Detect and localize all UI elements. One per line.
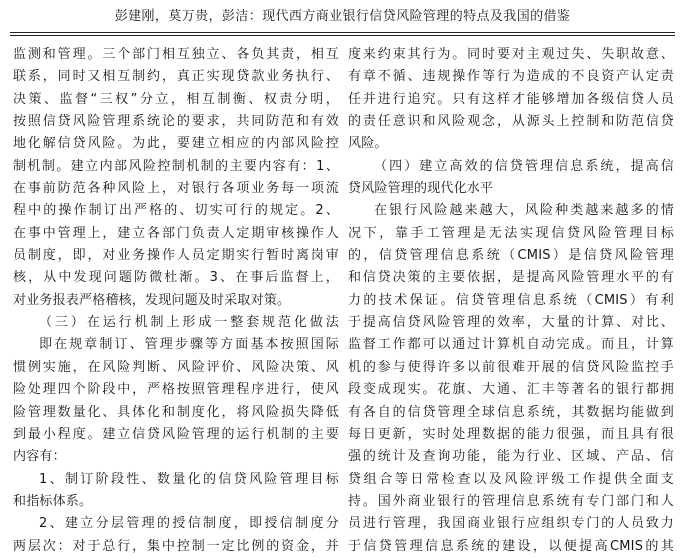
text-line: 内容有： [13,449,66,465]
text-line: 强的统计及查询功能，能为行业、区域、产品、信 [348,449,674,465]
text-line: 制机制。建立内部风险控制机制的主要内容有：1、 [13,158,339,174]
text-line: 监督工作都可以通过计算机自动完成。而且，计算 [348,337,674,353]
text-line: 即在规章制订、管理步骤等方面基本按照国际 [39,337,339,353]
section-heading: （三）在运行机制上形成一整套规范化做法 [39,315,339,331]
text-line: 在事前防范各种风险上，对银行各项业务每一项流 [13,181,339,197]
text-line: 在银行风险越来越大，风险种类越来越多的情 [374,203,674,219]
text-line: 有各自的信贷管理全球信息系统，其数据均能做到 [348,404,674,420]
text-line: 有章不循、违规操作等行为造成的不良资产认定责 [348,69,674,85]
right-text-column [348,44,674,558]
text-line: 力的技术保证。信贷管理信息系统（CMIS）有利 [348,292,674,308]
text-line: 对业务报表严格稽核，发现问题及时采取对策。 [13,292,291,308]
text-line: 和指标体系。 [13,493,93,509]
text-line: 1、制订阶段性、数量化的信贷风险管理目标 [39,471,339,487]
text-line: 贷组合等日常检查以及风险评级工作提供全面支 [348,471,674,487]
text-line: 决策、监督“三权”分立，相互制衡、权责分明， [13,91,339,107]
text-line: 2、建立分层管理的授信制度，即授信制度分 [39,516,339,532]
text-line: 两层次：对于总行，集中控制一定比例的资金，并 [13,538,339,554]
text-line: 持。国外商业银行的管理信息系统有专门部门和人 [348,493,674,509]
text-line: 按照信贷风险管理系统论的要求，共同防范和有效 [13,114,339,130]
text-line: 段变成现实。花旗、大通、汇丰等著名的银行都拥 [348,382,674,398]
text-line: 度来约束其行为。同时要对主观过失、失职故意、 [348,47,674,62]
text-line: 任并进行追究。只有这样才能够增加各级信贷人员 [348,91,674,107]
left-text-column [13,44,339,558]
text-line: 惯例实施，在风险判断、风险评价、风险决策、风 [13,359,339,375]
text-line: 到最小程度。建立信贷风险管理的运行机制的主要 [13,426,339,442]
header-rule-bottom [10,35,675,36]
text-line: 况下，靠手工管理是无法实现信贷风险管理目标 [348,225,674,241]
text-line: 和信贷决策的主要依据，是提高风险管理水平的有 [348,270,674,286]
text-line: 监测和管理。三个部门相互独立、各负其责，相互 [13,47,339,62]
text-line: 每日更新，实时处理数据的能力很强，而且具有很 [348,426,674,442]
text-line: 核，从中发现问题防微杜渐。3、在事后监督上， [13,270,339,286]
text-line: 程中的操作制订出严格的、切实可行的规定。2、 [13,203,339,219]
text-line: 在事中管理上，建立各部门负责人定期审核操作人 [13,225,339,241]
text-line: 地化解信贷风险。为此，要建立相应的内部风险控 [13,136,339,152]
text-line: 员制度，即，对业务操作人员定期实行暂时离岗审 [13,248,339,264]
header-rule-top [10,32,675,33]
text-line: 的责任意识和风险观念，从源头上控制和防范信贷 [348,114,674,130]
text-line: 机的参与使得许多以前很难开展的信贷风险监控手 [348,359,674,375]
text-line: 风险。 [348,136,388,152]
text-line: 联系，同时又相互制约，真正实现贷款业务执行、 [13,69,339,85]
text-line: 的，信贷管理信息系统（CMIS）是信贷风险管理 [348,248,674,264]
text-line: 于信贷管理信息系统的建设，以便提高CMIS的其 [348,538,674,554]
text-line: 于提高信贷风险管理的效率，大量的计算、对比、 [348,315,674,331]
running-head: 彭建刚，莫万贵，彭洁：现代西方商业银行信贷风险管理的特点及我国的借鉴 [114,9,571,24]
text-line: 员进行管理，我国商业银行应组织专门的人员致力 [348,516,674,532]
text-line: 险处理四个阶段中，严格按照管理程序进行，使风 [13,382,339,398]
text-line: 贷风险管理的现代化水平 [348,181,494,197]
section-heading: （四）建立高效的信贷管理信息系统，提高信 [374,158,674,174]
text-line: 险管理数量化、具体化和制度化，将风险损失降低 [13,404,339,420]
